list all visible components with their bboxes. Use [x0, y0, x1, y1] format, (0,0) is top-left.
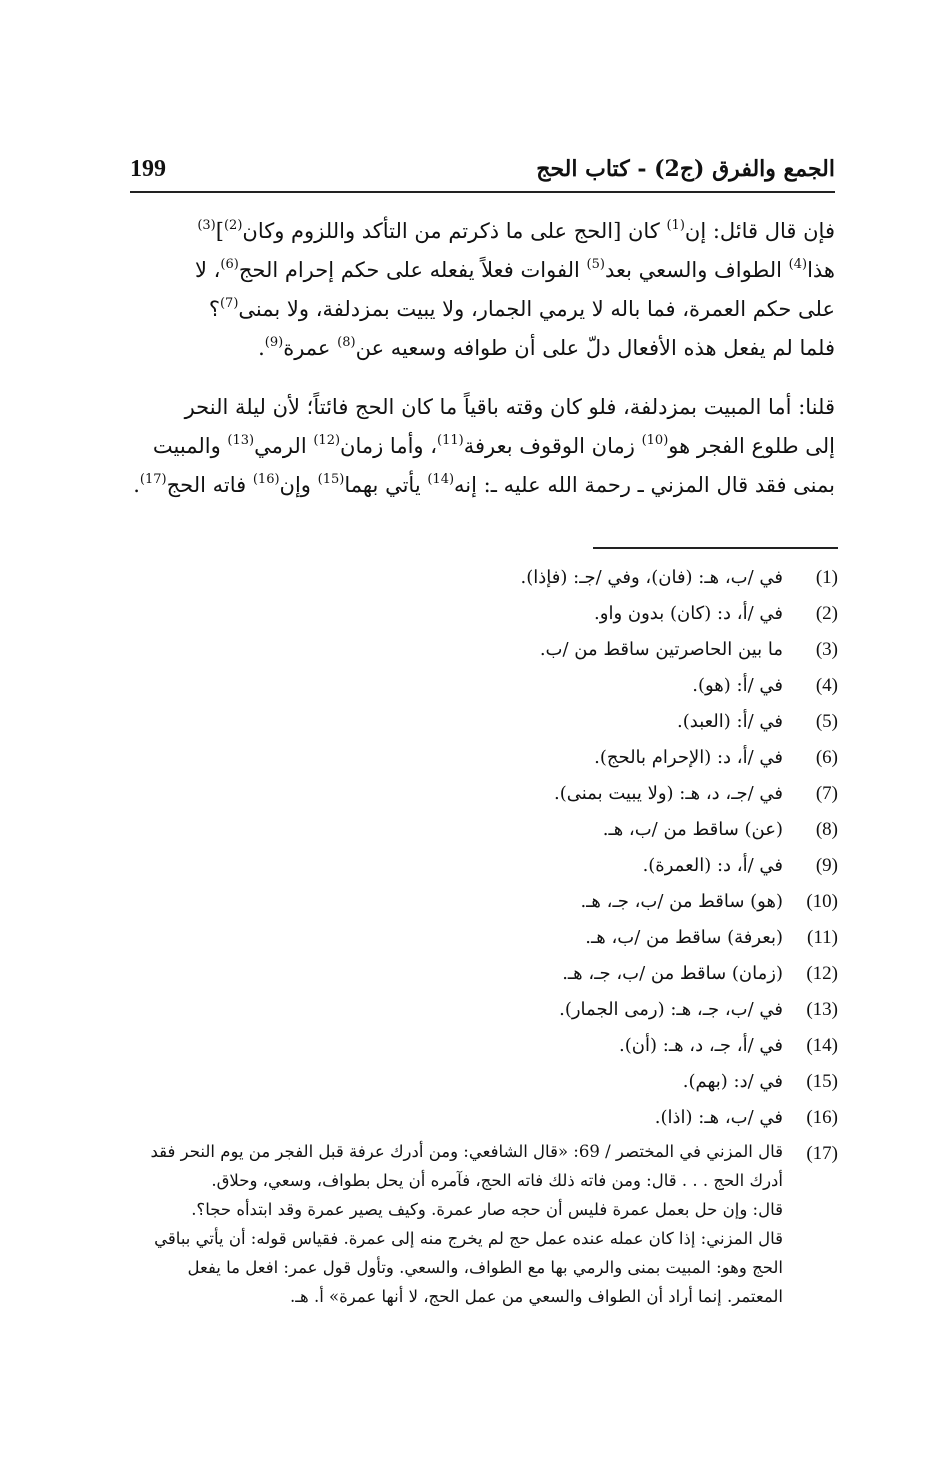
text-run: والمبيت: [152, 434, 228, 458]
footnote-number: (16): [806, 1107, 838, 1128]
footnote-text: في /أ، د: (الإحرام بالحج).: [594, 747, 783, 768]
footnote-number: (8): [815, 819, 838, 840]
footnote-text: في /أ، د: (العمرة).: [642, 855, 783, 876]
paragraph-answer: [130, 388, 835, 505]
footnote-number: (1): [815, 567, 838, 588]
footnote-text: (هو) ساقط من /ب، جـ، هـ.: [580, 891, 783, 912]
text-run: الطواف والسعي بعد: [604, 258, 789, 282]
footnote-ref: (1): [666, 218, 685, 233]
text-run: وإن: [279, 473, 318, 497]
footnote-line: الحج وهو: المبيت بمنى والرمي بها مع الطواف، والسعي. وتأول قول عمر: افعل ما يفعل: [187, 1258, 783, 1277]
footnote-number: (12): [806, 963, 838, 984]
text-line: [130, 290, 835, 329]
text-run: إلى طلوع الفجر هو: [668, 434, 835, 458]
footnote-ref: (14): [427, 472, 455, 487]
footnote-ref: (13): [227, 433, 255, 448]
footnote-number: (6): [815, 747, 838, 768]
footnote-separator: [593, 547, 838, 549]
text-run: ، وأما زمان: [340, 434, 438, 458]
text-run: فاته الحج: [166, 473, 253, 497]
footnote-item: [128, 1065, 838, 1101]
footnote-ref: (2): [223, 218, 243, 233]
footnote-number: (4): [815, 675, 838, 696]
footnote-line: المعتمر. إنما أراد أن الطواف والسعي من عمل الحج، لا أنها عمرة» أ. هـ.: [289, 1287, 783, 1306]
running-header: [130, 150, 835, 190]
page-number: 199: [130, 156, 166, 182]
footnote-ref: (12): [313, 433, 341, 448]
footnote-item: [128, 741, 838, 777]
text-line: [130, 388, 835, 427]
footnote-ref: (9): [264, 335, 284, 350]
text-run: .: [133, 473, 140, 497]
footnote-item: [128, 561, 838, 597]
footnote-number: (5): [815, 711, 838, 732]
footnote-line: قال المزني: إذا كان عمله عنده عمل حج لم يخرج منه إلى عمرة. فقياس قوله: أن يأتي بباقي: [154, 1229, 783, 1248]
footnote-ref: (11): [437, 433, 464, 448]
footnote-item: [128, 921, 838, 957]
footnote-text: في /أ: (العبد).: [677, 711, 783, 732]
footnote-text: (عن) ساقط من /ب، هـ.: [602, 819, 783, 840]
text-run: قلنا: أما المبيت بمزدلفة، فلو كان وقته باقياً ما كان الحج فائتاً؛ لأن ليلة النحر: [184, 395, 835, 419]
footnote-text: ما بين الحاصرتين ساقط من /ب.: [539, 639, 783, 660]
text-line: [130, 427, 835, 466]
footnote-ref: (17): [139, 472, 167, 487]
footnote-item: [128, 993, 838, 1029]
footnote-number: (2): [815, 603, 838, 624]
footnote-item: [128, 849, 838, 885]
footnote-ref: (7): [219, 296, 239, 311]
text-run: زمان الوقوف بعرفة: [463, 434, 642, 458]
footnote-ref: (15): [317, 472, 345, 487]
footnote-text: في /جـ، د، هـ: (ولا يبيت بمنى).: [554, 783, 783, 804]
text-line: [130, 212, 835, 251]
footnote-number: (17): [806, 1143, 838, 1164]
footnote-item: [128, 597, 838, 633]
footnote-ref: (5): [586, 257, 605, 272]
text-run: فإن قال قائل: إن: [684, 219, 835, 243]
footnote-line: أدرك الحج . . . قال: ومن فاته ذلك فاته الحج، فآمره أن يحل بطواف، وسعي، وحلاق.: [211, 1171, 783, 1190]
footnote-item: [128, 1101, 838, 1137]
footnote-number: (14): [806, 1035, 838, 1056]
footnote-ref: (3): [197, 218, 216, 233]
text-line: [130, 251, 835, 290]
footnote-ref: (6): [220, 257, 239, 272]
text-run: هذا: [807, 258, 835, 282]
text-run: ، لا: [194, 258, 221, 282]
footnote-item: [128, 705, 838, 741]
main-text: [130, 212, 835, 505]
footnote-item: [128, 957, 838, 993]
footnote-item: [128, 1029, 838, 1065]
footnote-text: [133, 1137, 783, 1311]
text-run: يأتي بهما: [344, 473, 428, 497]
text-run: بمنى فقد قال المزني ـ رحمة الله عليه ـ: إنه: [454, 473, 835, 497]
footnote-text: في /ب، جـ، هـ: (رمى الجمار).: [559, 999, 783, 1020]
footnote-number: (13): [806, 999, 838, 1020]
footnote-number: (7): [815, 783, 838, 804]
text-line: [130, 329, 835, 368]
running-title: الجمع والفرق (ج2) - كتاب الحج: [536, 156, 835, 182]
footnote-item: [128, 813, 838, 849]
footnote-text: في /د: (بهم).: [682, 1071, 783, 1092]
footnote-ref: (4): [788, 257, 808, 272]
footnote-item: [128, 885, 838, 921]
footnote-text: في /ب، هـ: (اذا).: [654, 1107, 783, 1128]
text-run: فلما لم يفعل هذه الأفعال دلّ على أن طوافه وسعيه عن: [355, 336, 835, 360]
text-run: .: [258, 336, 265, 360]
footnote-number: (10): [806, 891, 838, 912]
footnote-ref: (16): [252, 472, 280, 487]
text-run: الرمي: [254, 434, 314, 458]
footnote-line: قال: وإن حل بعمل عمرة فليس أن حجه صار عمرة. وكيف يصير عمرة وقد ابتدأه حجا؟.: [191, 1200, 783, 1219]
footnote-item: [128, 669, 838, 705]
footnote-text: (بعرفة) ساقط من /ب، هـ.: [585, 927, 783, 948]
text-run: كان [الحج على ما ذكرتم من التأكد واللزوم وكان: [242, 219, 667, 243]
footnote-number: (3): [815, 639, 838, 660]
footnote-text: في /أ: (هو).: [692, 675, 783, 696]
footnote-number: (11): [807, 927, 838, 948]
footnotes: [128, 561, 838, 1337]
text-run: عمرة: [283, 336, 338, 360]
footnote-ref: (8): [337, 335, 356, 350]
footnote-ref: (10): [641, 433, 669, 448]
paragraph-question: [130, 212, 835, 368]
footnote-number: (15): [806, 1071, 838, 1092]
footnote-line: قال المزني في المختصر / 69: «قال الشافعي: ومن أدرك عرفة قبل الفجر من يوم النحر فقد: [150, 1142, 783, 1161]
text-run: الفوات فعلاً يفعله على حكم إحرام الحج: [238, 258, 587, 282]
footnote-text: في /أ، جـ، د، هـ: (أن).: [619, 1035, 783, 1056]
footnote-item: [128, 777, 838, 813]
text-run: ]: [215, 219, 224, 243]
footnote-item: [128, 633, 838, 669]
text-run: ؟: [208, 297, 220, 321]
text-run: على حكم العمرة، فما باله لا يرمي الجمار، ولا يبيت بمزدلفة، ولا بمنى: [238, 297, 835, 321]
text-line: [130, 466, 835, 505]
footnote-text: في /أ، د: (كان) بدون واو.: [594, 603, 783, 624]
footnote-number: (9): [815, 855, 838, 876]
footnote-text: (زمان) ساقط من /ب، جـ، هـ.: [562, 963, 783, 984]
header-rule: [130, 191, 835, 193]
footnote-item: [128, 1137, 838, 1337]
footnote-text: في /ب، هـ: (فان)، وفي /جـ: (فإذا).: [520, 567, 783, 588]
